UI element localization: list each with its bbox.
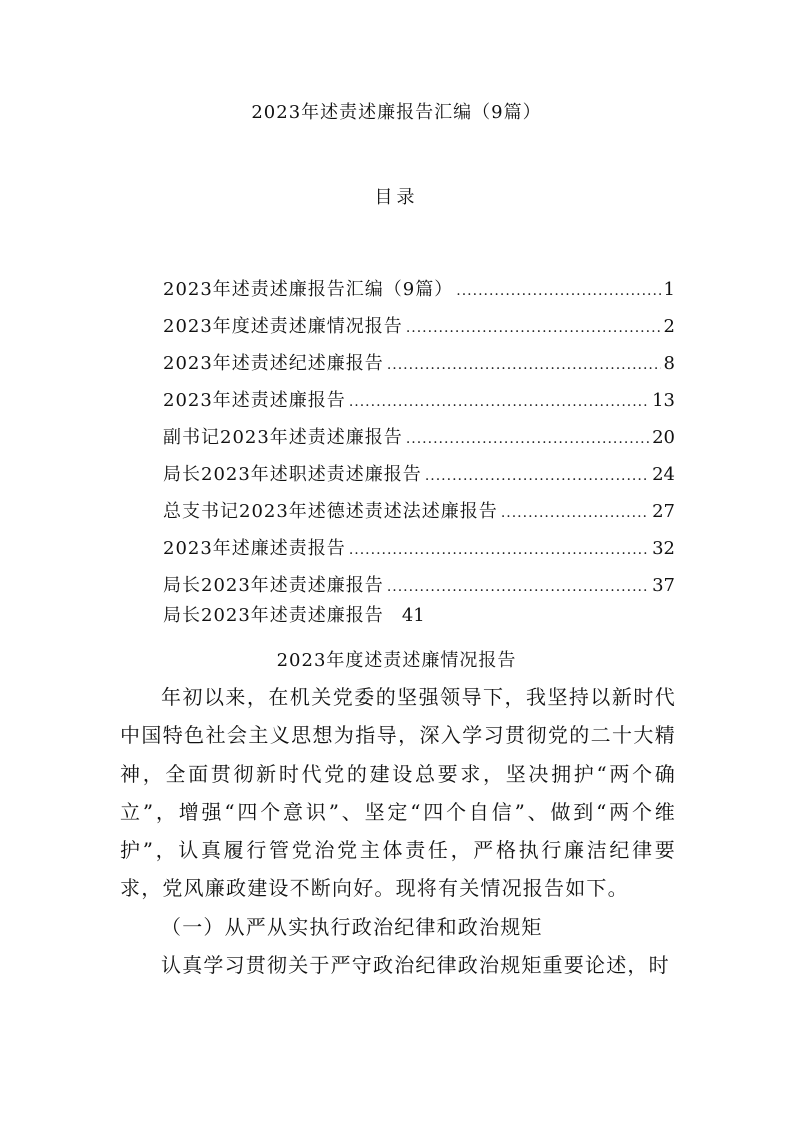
toc-entry-page: 27: [652, 501, 675, 522]
body-paragraph: 年初以来，在机关党委的坚强领导下，我坚持以新时代中国特色社会主义思想为指导，深入学习贯彻党的二十大精神，全面贯彻新时代党的建设总要求，坚决拥护“两个确立”，增强“四个意识”、坚定“四个自信”、做到“两个维护”，认真履行管党治党主体责任，严格执行廉洁纪律要求，党风廉政建设不断向好。现将有关情况报告如下。: [120, 685, 676, 901]
toc-entry-page: 20: [652, 427, 675, 448]
toc-leader-dots: [387, 575, 649, 599]
toc-entry-title: 2023年述责述廉报告: [163, 390, 346, 411]
toc-leader-dots: [406, 316, 661, 340]
toc-leader-dots: [387, 353, 661, 377]
toc-entry[interactable]: [163, 389, 675, 426]
toc-entry-page: 13: [652, 390, 675, 411]
toc-leader-dots: [349, 390, 649, 414]
toc-leader-dots: [456, 279, 660, 303]
toc-entry-page: 41: [401, 605, 425, 626]
toc-entry-title: 副书记2023年述责述廉报告: [163, 427, 403, 448]
toc-entry-title: 局长2023年述责述廉报告: [163, 605, 384, 626]
table-of-contents: [163, 278, 675, 634]
toc-entry[interactable]: [163, 315, 675, 352]
toc-entry[interactable]: [163, 278, 675, 315]
toc-entry-page: 8: [663, 353, 675, 374]
toc-entry-title: 局长2023年述责述廉报告: [163, 575, 384, 596]
report-body: [120, 678, 676, 984]
toc-leader-dots: [406, 427, 649, 451]
toc-entry[interactable]: [163, 352, 675, 389]
toc-leader-dots: [425, 464, 649, 488]
toc-entry-page: 24: [652, 464, 675, 485]
toc-entry[interactable]: [163, 537, 675, 574]
toc-entry-page: 37: [652, 575, 675, 596]
toc-entry-page: 32: [652, 538, 675, 559]
toc-entry[interactable]: [163, 426, 675, 463]
toc-entry-title: 2023年述责述廉报告汇编（9篇）: [163, 279, 454, 300]
toc-entry-title: 2023年述廉述责报告: [163, 538, 346, 559]
toc-entry[interactable]: [163, 574, 675, 604]
toc-heading: 目录: [374, 187, 419, 208]
toc-entry-title: 总支书记2023年述德述责述法述廉报告: [163, 501, 498, 522]
toc-leader-dots: [501, 501, 649, 525]
document-title: 2023年述责述廉报告汇编（9篇）: [251, 102, 542, 123]
toc-entry-title: 2023年述责述纪述廉报告: [163, 353, 384, 374]
toc-entry[interactable]: [163, 463, 675, 500]
toc-entry-title: 局长2023年述职述责述廉报告: [163, 464, 422, 485]
toc-entry-unformatted[interactable]: [163, 604, 675, 634]
body-paragraph: 认真学习贯彻关于严守政治纪律政治规矩重要论述，时: [161, 953, 670, 978]
toc-leader-dots: [349, 538, 649, 562]
toc-entry-title: 2023年度述责述廉情况报告: [163, 316, 403, 337]
toc-entry-page: 1: [663, 279, 675, 300]
report-title: 2023年度述责述廉情况报告: [276, 650, 517, 671]
toc-entry-page: 2: [663, 316, 675, 337]
toc-entry[interactable]: [163, 500, 675, 537]
section-heading: （一）从严从实执行政治纪律和政治规矩: [161, 914, 543, 939]
